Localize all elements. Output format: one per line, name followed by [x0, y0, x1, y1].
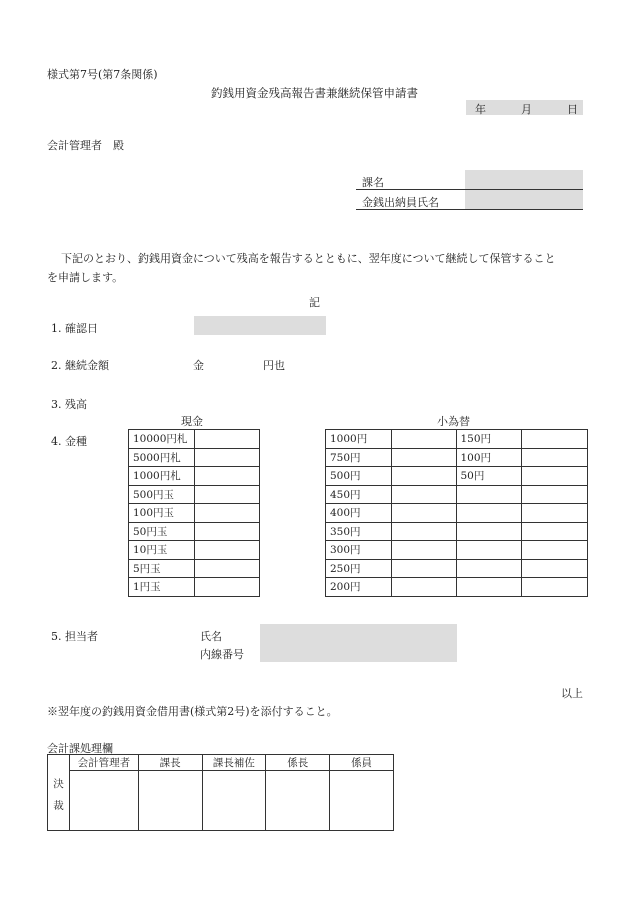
- cash-row: [129, 522, 260, 541]
- date-year-label: 年: [475, 103, 486, 116]
- cash-heading: 現金: [181, 415, 203, 428]
- petty-row: [326, 504, 588, 523]
- petty-denomination: 500円: [326, 467, 392, 486]
- staff-info-field[interactable]: [260, 624, 457, 662]
- date-field[interactable]: [466, 100, 583, 115]
- ki-mark: 記: [309, 296, 320, 309]
- petty-row: [326, 559, 588, 578]
- cash-denomination: 10円玉: [129, 541, 195, 560]
- cash-count-cell[interactable]: [194, 485, 259, 504]
- cash-count-cell[interactable]: [194, 559, 259, 578]
- petty-count-cell[interactable]: [391, 578, 456, 597]
- petty-row: [326, 448, 588, 467]
- petty-count-cell[interactable]: [522, 448, 588, 467]
- cash-denomination: 5000円札: [129, 448, 195, 467]
- petty-denomination: [456, 504, 522, 523]
- applicant-block: [356, 170, 583, 209]
- decision-col-header: 課長補佐: [202, 755, 266, 771]
- petty-denomination: 200円: [326, 578, 392, 597]
- petty-count-cell[interactable]: [391, 522, 456, 541]
- petty-row: [326, 578, 588, 597]
- petty-denomination: 1000円: [326, 430, 392, 449]
- cash-row: [129, 485, 260, 504]
- decision-col-header: 係長: [266, 755, 330, 771]
- decision-col-header: 課長: [138, 755, 202, 771]
- cash-count-cell[interactable]: [194, 522, 259, 541]
- petty-count-cell[interactable]: [391, 467, 456, 486]
- petty-count-cell[interactable]: [522, 522, 588, 541]
- decision-table: [47, 754, 394, 831]
- cash-denomination: 500円玉: [129, 485, 195, 504]
- extension-label: 内線番号: [200, 648, 244, 661]
- petty-heading: 小為替: [437, 415, 470, 428]
- petty-count-cell[interactable]: [522, 467, 588, 486]
- petty-count-cell[interactable]: [391, 448, 456, 467]
- item1-label: 1. 確認日: [51, 322, 98, 335]
- cash-row: [129, 578, 260, 597]
- petty-table: [325, 429, 588, 597]
- petty-row: [326, 485, 588, 504]
- item5-label: 5. 担当者: [51, 630, 98, 643]
- petty-denomination: 400円: [326, 504, 392, 523]
- cash-row: [129, 541, 260, 560]
- petty-denomination: [456, 559, 522, 578]
- page-title: 釣銭用資金残高報告書兼継続保管申請書: [211, 86, 418, 100]
- cash-row: [129, 504, 260, 523]
- petty-count-cell[interactable]: [391, 504, 456, 523]
- item2-label: 2. 継続金額: [51, 359, 109, 372]
- cashier-name-field[interactable]: [465, 190, 583, 209]
- decision-heading: 会計課処理欄: [47, 742, 113, 755]
- petty-row: [326, 467, 588, 486]
- section-name-field[interactable]: [465, 170, 583, 189]
- addressee: 会計管理者 殿: [47, 139, 124, 152]
- stamp-cell[interactable]: [138, 771, 202, 831]
- petty-count-cell[interactable]: [522, 430, 588, 449]
- petty-count-cell[interactable]: [391, 430, 456, 449]
- confirmation-date-field[interactable]: [194, 316, 326, 335]
- petty-denomination: [456, 485, 522, 504]
- petty-denomination: 750円: [326, 448, 392, 467]
- decision-col-header: 係員: [330, 755, 394, 771]
- cash-row: [129, 559, 260, 578]
- petty-count-cell[interactable]: [522, 504, 588, 523]
- cash-count-cell[interactable]: [194, 578, 259, 597]
- petty-count-cell[interactable]: [522, 485, 588, 504]
- petty-count-cell[interactable]: [391, 559, 456, 578]
- petty-denomination: 150円: [456, 430, 522, 449]
- petty-denomination: [456, 578, 522, 597]
- cash-denomination: 1000円札: [129, 467, 195, 486]
- body-text-line2: を申請します。: [47, 271, 124, 284]
- date-day-label: 日: [567, 103, 578, 116]
- cash-count-cell[interactable]: [194, 430, 259, 449]
- petty-row: [326, 430, 588, 449]
- name-label: 氏名: [200, 630, 222, 643]
- petty-count-cell[interactable]: [522, 559, 588, 578]
- cash-count-cell[interactable]: [194, 448, 259, 467]
- section-name-label: 課名: [362, 176, 384, 189]
- cash-row: [129, 448, 260, 467]
- cash-denomination: 100円玉: [129, 504, 195, 523]
- stamp-cell[interactable]: [202, 771, 266, 831]
- yen-label: 円也: [263, 359, 285, 372]
- petty-row: [326, 541, 588, 560]
- cash-count-cell[interactable]: [194, 541, 259, 560]
- petty-denomination: [456, 541, 522, 560]
- divider: [356, 189, 583, 190]
- cash-denomination: 5円玉: [129, 559, 195, 578]
- item3-label: 3. 残高: [51, 398, 87, 411]
- cash-count-cell[interactable]: [194, 504, 259, 523]
- petty-count-cell[interactable]: [522, 541, 588, 560]
- petty-count-cell[interactable]: [391, 485, 456, 504]
- stamp-cell[interactable]: [69, 771, 138, 831]
- petty-row: [326, 522, 588, 541]
- stamp-cell[interactable]: [330, 771, 394, 831]
- petty-denomination: 350円: [326, 522, 392, 541]
- cash-count-cell[interactable]: [194, 467, 259, 486]
- stamp-cell[interactable]: [266, 771, 330, 831]
- petty-denomination: 50円: [456, 467, 522, 486]
- decision-col-header: 会計管理者: [69, 755, 138, 771]
- petty-denomination: 450円: [326, 485, 392, 504]
- cash-denomination: 1円玉: [129, 578, 195, 597]
- cash-row: [129, 430, 260, 449]
- cashier-name-label: 金銭出納員氏名: [362, 196, 439, 209]
- petty-denomination: 100円: [456, 448, 522, 467]
- cash-row: [129, 467, 260, 486]
- petty-count-cell[interactable]: [391, 541, 456, 560]
- cash-denomination: 50円玉: [129, 522, 195, 541]
- petty-count-cell[interactable]: [522, 578, 588, 597]
- cash-denomination: 10000円札: [129, 430, 195, 449]
- date-month-label: 月: [521, 103, 532, 116]
- item4-label: 4. 金種: [51, 435, 87, 448]
- body-text-line1: 下記のとおり、釣銭用資金について残高を報告するとともに、翌年度について継続して保管すること: [61, 252, 556, 265]
- kin-label: 金: [193, 359, 204, 372]
- attachment-note: ※翌年度の釣銭用資金借用書(様式第2号)を添付すること。: [47, 705, 338, 718]
- cash-table: [128, 429, 260, 597]
- petty-denomination: [456, 522, 522, 541]
- end-mark: 以上: [561, 687, 583, 700]
- form-number: 様式第7号(第7条関係): [47, 68, 158, 81]
- decision-side-label: 決 裁: [48, 755, 70, 831]
- petty-denomination: 300円: [326, 541, 392, 560]
- petty-denomination: 250円: [326, 559, 392, 578]
